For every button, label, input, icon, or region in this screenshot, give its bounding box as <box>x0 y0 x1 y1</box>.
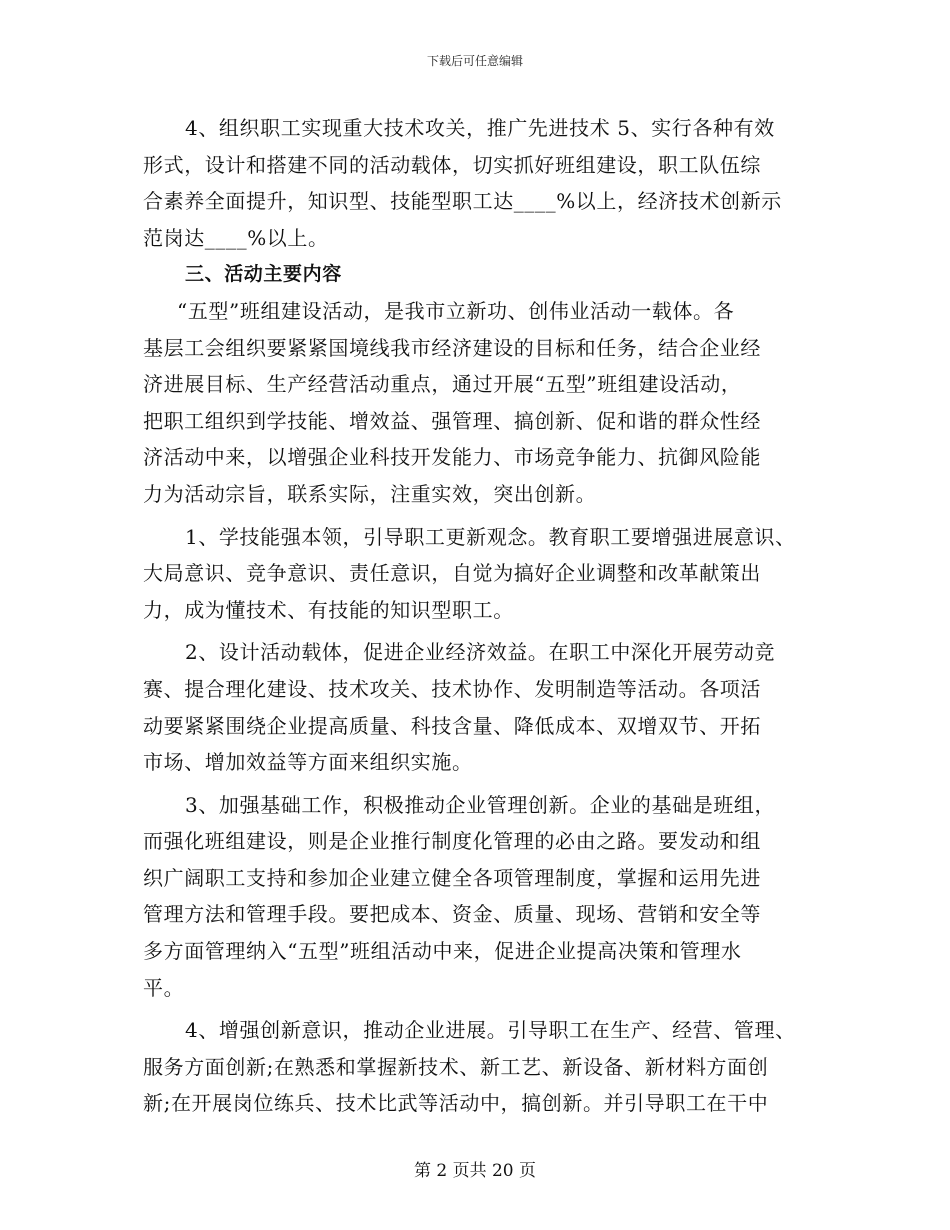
text-line: 新;在开展岗位练兵、技术比武等活动中，搞创新。并引导职工在干中 <box>143 1091 769 1116</box>
paragraph-item-1 <box>143 519 808 629</box>
text-line: 范岗达____%以上。 <box>143 225 329 250</box>
text-line: 力为活动宗旨，联系实际，注重实效，突出创新。 <box>143 481 597 506</box>
text-line: 赛、提合理化建设、技术攻关、技术协作、发明制造等活动。各项活 <box>143 676 761 701</box>
text-line: 济进展目标、生产经营活动重点，通过开展“五型”班组建设活动， <box>143 372 742 397</box>
text-line: 3、加强基础工作，积极推动企业管理创新。企业的基础是班组， <box>185 792 776 817</box>
text-line: 合素养全面提升，知识型、技能型职工达____%以上，经济技术创新示 <box>143 189 782 214</box>
text-line: 1、学技能强本领，引导职工更新观念。教育职工要增强进展意识、 <box>185 524 796 549</box>
text-line: 力，成为懂技术、有技能的知识型职工。 <box>143 597 514 622</box>
text-line: 而强化班组建设，则是企业推行制度化管理的必由之路。要发动和组 <box>143 829 761 854</box>
document-body <box>143 110 808 1122</box>
text-line: 2、设计活动载体，促进企业经济效益。在职工中深化开展劳动竞 <box>185 640 776 665</box>
text-line: 织广阔职工支持和参加企业建立健全各项管理制度，掌握和运用先进 <box>143 865 761 890</box>
text-line: 管理方法和管理手段。要把成本、资金、质量、现场、营销和安全等 <box>143 902 761 927</box>
paragraph-intro <box>143 293 808 513</box>
text-line: 动要紧紧围绕企业提高质量、科技含量、降低成本、双增双节、开拓 <box>143 713 761 738</box>
paragraph-goal-4 <box>143 110 808 256</box>
page-number-footer: 第 2 页共 20 页 <box>413 1161 537 1181</box>
text-line: 基层工会组织要紧紧国境线我市经济建设的目标和任务，结合企业经 <box>143 335 761 360</box>
paragraph-item-4 <box>143 1012 808 1122</box>
text-line: 形式，设计和搭建不同的活动载体，切实抓好班组建设，职工队伍综 <box>143 152 761 177</box>
text-line: 4、组织职工实现重大技术攻关，推广先进技术 5、实行各种有效 <box>185 116 775 140</box>
text-line: 4、增强创新意识，推动企业进展。引导职工在生产、经营、管理、 <box>185 1018 796 1043</box>
text-line: 大局意识、竞争意识、责任意识，自觉为搞好企业调整和改革献策出 <box>143 561 761 586</box>
paragraph-item-3 <box>143 787 808 1007</box>
text-line: 把职工组织到学技能、增效益、强管理、搞创新、促和谐的群众性经 <box>143 408 761 433</box>
text-line: 服务方面创新;在熟悉和掌握新技术、新工艺、新设备、新材料方面创 <box>143 1054 769 1079</box>
section-heading: 三、活动主要内容 <box>185 263 342 286</box>
text-line: “五型”班组建设活动，是我市立新功、创伟业活动一载体。各 <box>177 298 735 323</box>
text-line: 济活动中来，以增强企业科技开发能力、市场竞争能力、抗御风险能 <box>143 445 761 470</box>
text-line: 市场、增加效益等方面来组织实施。 <box>143 750 473 775</box>
paragraph-item-2 <box>143 634 808 780</box>
header-note: 下载后可任意编辑 <box>426 54 523 68</box>
text-line: 多方面管理纳入“五型”班组活动中来，促进企业提高决策和管理水 <box>143 939 742 964</box>
text-line: 平。 <box>143 975 185 1000</box>
